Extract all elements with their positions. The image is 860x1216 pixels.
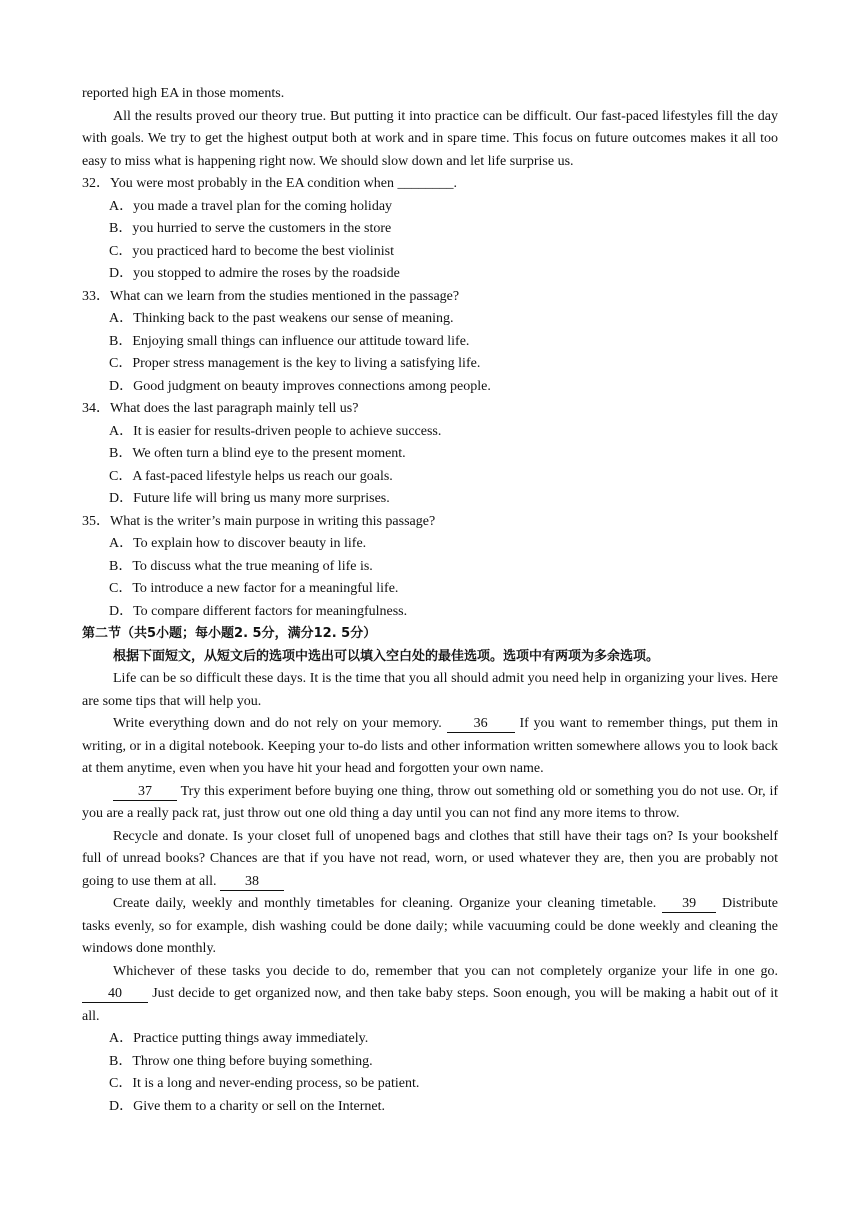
blank-40: 40 (82, 986, 148, 1003)
question-stem: 34．What does the last paragraph mainly tell us? (82, 401, 359, 416)
option-d: D．you stopped to admire the roses by the roadside (109, 266, 400, 281)
cloze-text: Recycle and donate. Is your closet full of unopened bags and clothes that still have their tags on? Is your bookshelf full of unread books? Chances are that if you have not read, worn, or used whatever they are, then you are probably not going to use them at all. (82, 828, 778, 889)
option-c: C．you practiced hard to become the best violinist (109, 243, 394, 259)
cloze-text: Create daily, weekly and monthly timetables for cleaning. Organize your cleaning timetable. (113, 896, 663, 911)
blank-38: 38 (220, 874, 284, 891)
option-a: A．It is easier for results-driven people to achieve success. (109, 423, 442, 439)
blank-37: 37 (113, 784, 177, 801)
exam-page (82, 83, 778, 1118)
question-33 (82, 286, 778, 399)
option-c: C．To introduce a new factor for a meaningful life. (109, 581, 399, 596)
question-stem: 33．What can we learn from the studies mentioned in the passage? (82, 288, 460, 304)
blank-36: 36 (447, 716, 515, 733)
question-stem: 35．What is the writer’s main purpose in writing this passage? (82, 513, 436, 529)
cloze-paragraph (82, 826, 778, 894)
choice-b: B．Throw one thing before buying something. (109, 1053, 373, 1069)
cloze-text: If you want to remember things, put them in writing, or in a digital notebook. Keeping your to-do lists and other information written somewhere allows you to look back at them anytime, even when you have hit your head and forgotten your own name. (82, 716, 778, 776)
cloze-text: Whichever of these tasks you decide to do, remember that you can not completely organize your life in one go. (113, 963, 778, 979)
question-32 (82, 173, 778, 286)
cloze-text: Write everything down and do not rely on your memory. (113, 716, 447, 731)
choice-d: D．Give them to a charity or sell on the Internet. (109, 1098, 386, 1114)
option-b: B．you hurried to serve the customers in the store (109, 221, 392, 236)
option-a: A．Thinking back to the past weakens our sense of meaning. (109, 311, 454, 326)
cloze-paragraph (82, 961, 778, 1029)
option-d: D．Future life will bring us many more surprises. (109, 491, 390, 506)
option-b: B．We often turn a blind eye to the present moment. (109, 446, 406, 461)
option-b: B．Enjoying small things can influence our attitude toward life. (109, 333, 470, 349)
choice-a: A．Practice putting things away immediately. (109, 1031, 369, 1046)
cloze-paragraph (82, 713, 778, 781)
cloze-text: Try this experiment before buying one thing, throw out something old or something you do not use. Or, if you are a really pack rat, just throw out one old thing a day until you can not find any more items to throw. (82, 783, 778, 821)
option-a: A．you made a travel plan for the coming holiday (109, 198, 393, 214)
section-heading: 第二节（共5小题；每小题2. 5分，满分12. 5分） (82, 626, 377, 641)
cloze-paragraph (82, 781, 778, 826)
question-stem: 32．You were most probably in the EA condition when ________. (82, 176, 457, 191)
blank-39: 39 (662, 896, 716, 913)
choice-c: C．It is a long and never-ending process, so be patient. (109, 1076, 420, 1091)
question-34 (82, 398, 778, 511)
section-instruction: 根据下面短文，从短文后的选项中选出可以填入空白处的最佳选项。选项中有两项为多余选项。 (113, 648, 660, 664)
passage-paragraph: All the results proved our theory true. But putting it into practice can be difficult. Our fast-paced lifestyles fill the day with goals. We try to get the highest output both at work and in spare time. This focus on future outcomes makes it all too easy to miss what is happening right now. We should slow down and let life surprise us. (82, 108, 778, 169)
question-35 (82, 511, 778, 624)
option-d: D．Good judgment on beauty improves connections among people. (109, 378, 491, 394)
passage-paragraph: reported high EA in those moments. (82, 86, 285, 101)
option-c: C．A fast-paced lifestyle helps us reach our goals. (109, 468, 393, 484)
cloze-text: Just decide to get organized now, and then take baby steps. Soon enough, you will be making a habit out of it all. (82, 986, 778, 1024)
cloze-paragraph: Life can be so difficult these days. It is the time that you all should admit you need help in organizing your lives. Here are some tips that will help you. (82, 671, 778, 709)
cloze-text: Distribute tasks evenly, so for example, dish washing could be done daily; while vacuuming could be done weekly and cleaning the windows done monthly. (82, 896, 779, 956)
option-d: D．To compare different factors for meaningfulness. (109, 603, 408, 619)
option-b: B．To discuss what the true meaning of life is. (109, 558, 373, 574)
option-a: A．To explain how to discover beauty in life. (109, 536, 367, 551)
option-c: C．Proper stress management is the key to living a satisfying life. (109, 356, 481, 371)
cloze-paragraph (82, 893, 778, 961)
